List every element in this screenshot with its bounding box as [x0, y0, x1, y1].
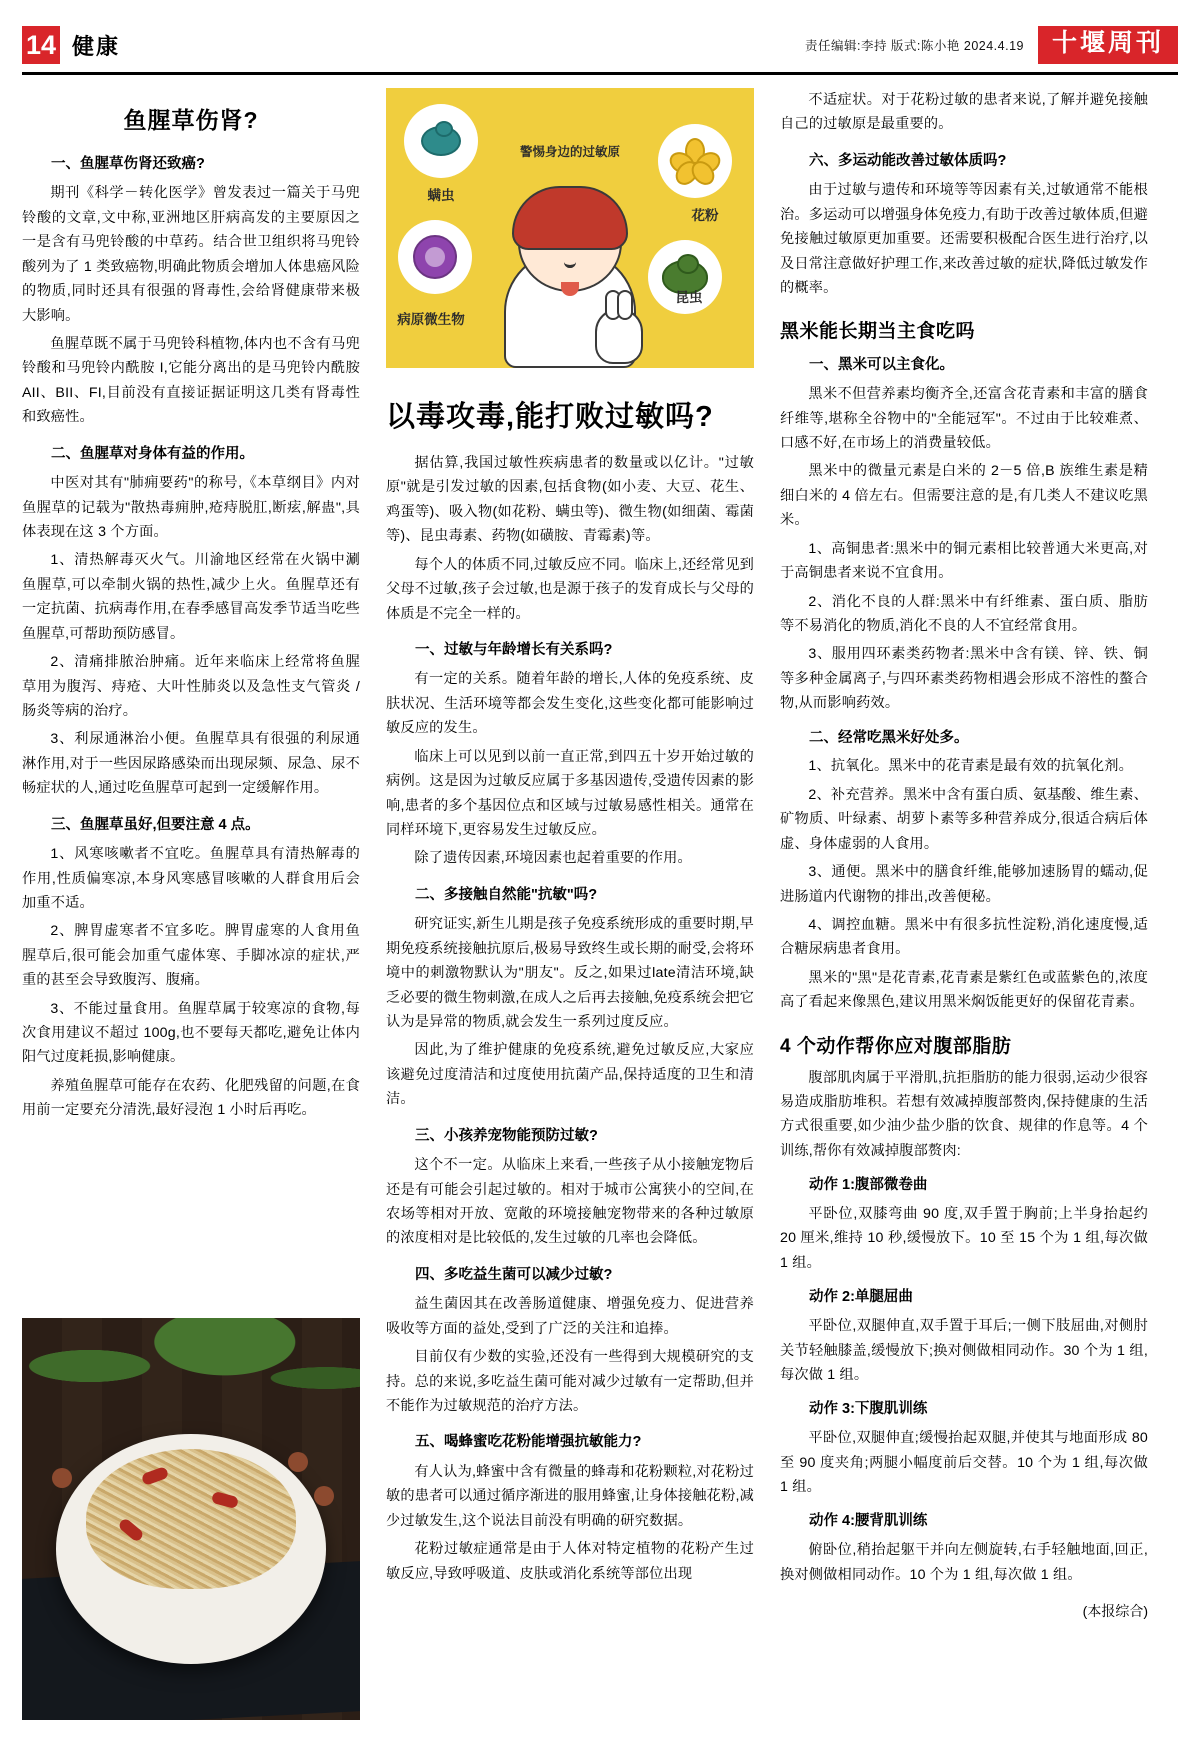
article1-p: 鱼腥草既不属于马兜铃科植物,体内也不含有马兜铃酸和马兜铃内酰胺 I,它能分离出的是马兜铃内酰胺 AII、BII、FI,目前没有直接证据证明这几类有肾毒性和致癌性。 — [22, 336, 360, 426]
article4-intro: 腹部肌肉属于平滑肌,抗拒脂肪的能力很弱,运动少很容易造成脂肪堆积。若想有效减掉腹部赘肉,保持健康的生活方式很重要,如少油少盐少脂的饮食、规律的作息等。4 个训练,帮你有效减掉腹部赘肉: — [780, 1069, 1148, 1159]
article1-p: 3、利尿通淋治小便。鱼腥草具有很强的利尿通淋作用,对于一些因尿路感染而出现尿频、尿急、尿不畅症状的人,通过吃鱼腥草可起到一定缓解作用。 — [22, 731, 360, 797]
article2-p: 研究证实,新生儿期是孩子免疫系统形成的重要时期,早期免疫系统接触抗原后,极易导致终生或长期的耐受,会将环境中的刺激物默认为"朋友"。反之,如果过late清洁环境,缺乏必要的微生物刺激,在成人之后再去接触,免疫系统会把它认为是异常的物质,就会发生一系列过度反应。 — [386, 916, 754, 1030]
illus-label-mite: 螨虫 — [427, 188, 455, 203]
microbe-icon — [398, 220, 472, 294]
illus-label-microbe: 病原微生物 — [397, 312, 465, 327]
article3-title: 黑米能长期当主食吃吗 — [780, 321, 976, 343]
photo-food — [86, 1449, 296, 1589]
article1-p: 中医对其有"肺痈要药"的称号,《本草纲目》内对鱼腥草的记载为"散热毒痈肿,疮痔脱肛,断痃,解蛊",具体表现在这 3 个方面。 — [22, 475, 360, 540]
move-1-name: 动作 1:腹部微卷曲 — [809, 1177, 928, 1194]
photo-peanut — [314, 1486, 334, 1506]
article2-p: 由于过敏与遗传和环境等等因素有关,过敏通常不能根治。多运动可以增强身体免疫力,有助于改善过敏体质,但避免接触过敏原更加重要。还需要积极配合医生进行治疗,以及日常注意做好护理工作,来改善过敏的症状,降低过敏发作的概率。 — [780, 182, 1148, 296]
move-4-desc: 俯卧位,稍抬起躯干并向左侧旋转,右手轻触地面,回正,换对侧做相同动作。10 个为 1 组,每次做 1 组。 — [780, 1542, 1148, 1583]
allergy-illustration — [386, 88, 754, 368]
illustration-title: 警惕身边的过敏原 — [519, 145, 620, 159]
photo-peanut — [288, 1452, 308, 1472]
article3-p: 1、抗氧化。黑米中的花青素是最有效的抗氧化剂。 — [808, 758, 1134, 775]
move-3-desc: 平卧位,双腿伸直;缓慢抬起双腿,并使其与地面形成 80 至 90 度夹角;两腿小幅度前后交替。10 个为 1 组,每次做 1 组。 — [780, 1430, 1148, 1495]
article2-p: 临床上可以见到以前一直正常,到四五十岁开始过敏的病例。这是因为过敏反应属于多基因遗传,受遗传因素的影响,患者的多个基因位点和区域与过敏易感性相关。通常在同样环境下,更容易发生过敏反应。 — [386, 748, 754, 838]
article2-heading-5: 五、喝蜂蜜吃花粉能增强抗敏能力? — [415, 1434, 642, 1451]
masthead-right — [805, 26, 1178, 64]
photo-leaves — [22, 1318, 360, 1438]
article2-p: 目前仅有少数的实验,还没有一些得到大规模研究的支持。总的来说,多吃益生菌可能对减少过敏有一定帮助,但并不能作为过敏规范的治疗方法。 — [386, 1349, 754, 1414]
article2-p: 有人认为,蜂蜜中含有微量的蜂毒和花粉颗粒,对花粉过敏的患者可以通过循序渐进的服用蜂蜜,让身体接触花粉,减少过敏发生,这个说法目前没有明确的研究数据。 — [386, 1463, 754, 1529]
article2-p: 有一定的关系。随着年龄的增长,人体的免疫系统、皮肤状况、生活环境等都会发生变化,这些变化都可能影响过敏反应的发生。 — [386, 671, 754, 737]
article2-heading-3: 三、小孩养宠物能预防过敏? — [415, 1127, 598, 1144]
editor-credits: 责任编辑:李持 版式:陈小艳 2024.4.19 — [804, 39, 1024, 53]
article3-p: 4、调控血糖。黑米中有很多抗性淀粉,消化速度慢,适合糖尿病患者食用。 — [780, 916, 1148, 958]
header-divider — [22, 72, 1178, 75]
illus-label-pollen: 花粉 — [691, 208, 719, 223]
right-column — [780, 88, 1148, 1720]
masthead — [0, 18, 1200, 72]
article1-heading-2: 二、鱼腥草对身体有益的作用。 — [51, 445, 254, 462]
move-4-name: 动作 4:腰背肌训练 — [809, 1513, 928, 1530]
food-photo — [22, 1318, 360, 1720]
article3-p: 3、服用四环素类药物者:黑米中含有镁、锌、铁、铜等多种金属离子,与四环素类药物相遇会形成不溶性的螯合物,从而影响药效。 — [780, 646, 1148, 712]
article1-heading-3: 三、鱼腥草虽好,但要注意 4 点。 — [51, 816, 260, 833]
left-column — [22, 88, 360, 1720]
article1-title: 鱼腥草伤肾? — [123, 107, 259, 133]
article3-p: 2、补充营养。黑米中含有蛋白质、氨基酸、维生素、矿物质、叶绿素、胡萝卜素等多种营养成分,很适合病后体虚、身体虚弱的人食用。 — [780, 786, 1148, 852]
pollen-icon — [658, 124, 732, 198]
paper-logo: 十堰周刊 — [1038, 26, 1178, 64]
article2-p: 因此,为了维护健康的免疫系统,避免过敏反应,大家应该避免过度清洁和过度使用抗菌产品,保持适度的卫生和清洁。 — [386, 1042, 754, 1108]
article3-heading-2: 二、经常吃黑米好处多。 — [809, 729, 969, 746]
article3-p: 3、通便。黑米中的膳食纤维,能够加速肠胃的蠕动,促进肠道内代谢物的排出,改善便秘。 — [780, 864, 1148, 905]
photo-peanut — [52, 1468, 72, 1488]
article2-p: 这个不一定。从临床上来看,一些孩子从小接触宠物后还是有可能会引起过敏的。相对于城市公寓狭小的空间,在农场等相对开放、宽敞的环境接触宠物带来的各种过敏原的浓度相对是比较低的,发生过敏的几率也会降低。 — [386, 1157, 754, 1247]
article3-p: 2、消化不良的人群:黑米中有纤维素、蛋白质、脂肪等不易消化的物质,消化不良的人不宜经常食用。 — [780, 593, 1148, 634]
mite-icon — [404, 104, 478, 178]
article1-p: 2、脾胃虚寒者不宜多吃。脾胃虚寒的人食用鱼腥草后,很可能会加重气虚体寒、手脚冰凉的症状,严重的甚至会导致腹泻、腹痛。 — [22, 923, 360, 989]
article2-p: 除了遗传因素,环境因素也起着重要的作用。 — [414, 850, 692, 867]
article2-heading-2: 二、多接触自然能"抗敏"吗? — [415, 886, 598, 903]
move-2-desc: 平卧位,双腿伸直,双手置于耳后;一侧下肢屈曲,对侧肘关节轻触膝盖,缓慢放下;换对侧做相同动作。30 个为 1 组,每次做 1 组。 — [780, 1318, 1148, 1383]
article2-heading-4: 四、多吃益生菌可以减少过敏? — [415, 1266, 613, 1283]
article2-heading-1: 一、过敏与年龄增长有关系吗? — [415, 641, 613, 658]
article2-p: 据估算,我国过敏性疾病患者的数量或以亿计。"过敏原"就是引发过敏的因素,包括食物(如小麦、大豆、花生、鸡蛋等)、吸入物(如花粉、螨虫等)、微生物(如细菌、霉菌等)、昆虫毒素、药物(如磺胺、青霉素)等。 — [386, 455, 754, 545]
move-2-name: 动作 2:单腿屈曲 — [809, 1289, 913, 1306]
article1-p: 1、清热解毒灭火气。川渝地区经常在火锅中涮鱼腥草,可以牵制火锅的热性,减少上火。鱼腥草还有一定抗菌、抗病毒作用,在春季感冒高发季节适当吃些鱼腥草,可帮助预防感冒。 — [22, 552, 360, 642]
middle-column — [386, 88, 754, 1720]
source-note: (本报综合) — [1082, 1602, 1148, 1619]
bunny-icon — [595, 308, 643, 364]
illus-label-insect: 昆虫 — [675, 290, 703, 305]
article3-p: 1、高铜患者:黑米中的铜元素相比较普通大米更高,对于高铜患者来说不宜食用。 — [780, 540, 1148, 582]
article3-p: 黑米中的微量元素是白米的 2－5 倍,B 族维生素是精细白米的 4 倍左右。但需要注意的是,有几类人不建议吃黑米。 — [780, 463, 1148, 529]
page-number: 14 — [22, 26, 60, 64]
article2-continued: 不适症状。对于花粉过敏的患者来说,了解并避免接触自己的过敏原是最重要的。 — [780, 92, 1148, 133]
move-3-name: 动作 3:下腹肌训练 — [809, 1401, 928, 1418]
section-title: 健康 — [72, 33, 121, 59]
article1-p: 3、不能过量食用。鱼腥草属于较寒凉的食物,每次食用建议不超过 100g,也不要每天都吃,避免让体内阳气过度耗损,影响健康。 — [22, 1000, 360, 1066]
article1-p: 2、清痛排脓治肿痛。近年来临床上经常将鱼腥草用为腹泻、痔疮、大叶性肺炎以及急性支气管炎 / 肠炎等病的治疗。 — [22, 654, 360, 719]
article3-heading-1: 一、黑米可以主食化。 — [809, 357, 954, 374]
article3-p: 黑米不但营养素均衡齐全,还富含花青素和丰富的膳食纤维等,堪称全谷物中的"全能冠军"。不过由于比较难煮、口感不好,在市场上的消费量较低。 — [780, 386, 1148, 452]
article2-p: 每个人的体质不同,过敏反应不同。临床上,还经常见到父母不过敏,孩子会过敏,也是源于孩子的发育成长与父母的体质是不完全一样的。 — [386, 556, 754, 622]
article2-p: 花粉过敏症通常是由于人体对特定植物的花粉产生过敏反应,导致呼吸道、皮肤或消化系统等部位出现 — [386, 1541, 754, 1582]
girl-figure — [495, 180, 645, 368]
article1-p: 期刊《科学－转化医学》曾发表过一篇关于马兜铃酸的文章,文中称,亚洲地区肝病高发的主要原因之一是含有马兜铃酸的中草药。结合世卫组织将马兜铃酸列为了 1 类致癌物,明确此物质会增加人体患癌风险的物质,同时还具有很强的肾毒性,会给肾健康带来极大影响。 — [22, 185, 360, 324]
article4-title: 4 个动作帮你应对腹部脂肪 — [780, 1035, 1012, 1057]
article1-p: 养殖鱼腥草可能存在农药、化肥残留的问题,在食用前一定要充分清洗,最好浸泡 1 小时后再吃。 — [22, 1077, 360, 1119]
article2-title: 以毒攻毒,能打败过敏吗? — [386, 401, 714, 433]
move-1-desc: 平卧位,双膝弯曲 90 度,双手置于胸前;上半身抬起约 20 厘米,维持 10 秒,缓慢放下。10 至 15 个为 1 组,每次做 1 组。 — [780, 1206, 1148, 1271]
article1-p: 1、风寒咳嗽者不宜吃。鱼腥草具有清热解毒的作用,性质偏寒凉,本身风寒感冒咳嗽的人群食用后会加重不适。 — [22, 846, 360, 911]
article1-heading-1: 一、鱼腥草伤肾还致癌? — [51, 156, 205, 172]
article2-p: 益生菌因其在改善肠道健康、增强免疫力、促进营养吸收等方面的益处,受到了广泛的关注和追捧。 — [386, 1296, 754, 1337]
article2-heading-6: 六、多运动能改善过敏体质吗? — [809, 152, 1007, 169]
columns-container — [22, 88, 1178, 1720]
article3-p: 黑米的"黑"是花青素,花青素是紫红色或蓝紫色的,浓度高了看起来像黑色,建议用黑米焖饭能更好的保留花青素。 — [780, 969, 1148, 1011]
